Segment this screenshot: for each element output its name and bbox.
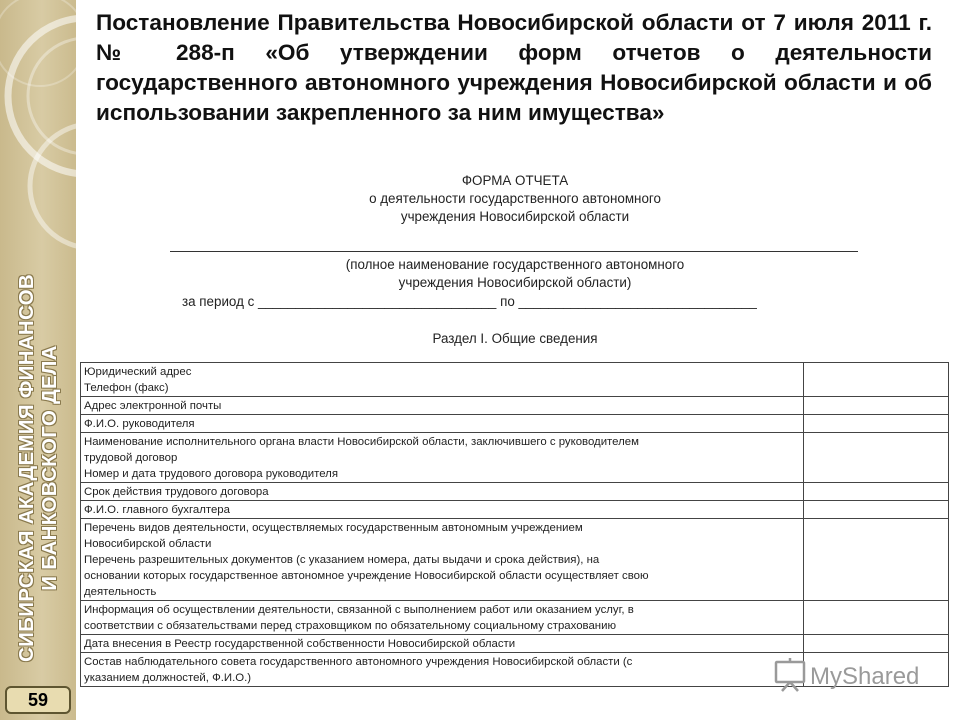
row-label-cell [81,397,804,415]
sidebar [0,0,76,720]
row-label-line: трудовой договор [84,452,178,464]
slide-title: Постановление Правительства Новосибирской области от 7 июля 2011 г. № 288-п «Об утверждении форм отчетов о деятельности государственного автономного учреждения Новосибирской области и об использовании закрепленного за ним имущества» [96,10,932,125]
row-label-line: Номер и дата трудового договора руководителя [84,468,338,480]
name-blank-line [170,251,858,252]
row-label-line: Юридический адрес [84,366,192,378]
form-heading [170,172,860,226]
row-label-line: Дата внесения в Реестр государственной собственности Новосибирской области [84,638,516,650]
row-value-cell[interactable] [804,635,949,653]
row-value-cell[interactable] [804,483,949,501]
row-value-cell[interactable] [804,363,949,397]
name-caption-line: учреждения Новосибирской области) [398,275,632,290]
row-label-line: Ф.И.О. главного бухгалтера [84,504,230,516]
row-label-cell [81,363,804,397]
row-label-cell [81,483,804,501]
row-label-line: основании которых государственное автономное учреждение Новосибирской области осуществляет свою [84,570,649,582]
row-label-line: Новосибирской области [84,538,212,550]
row-label-line: Наименование исполнительного органа власти Новосибирской области, заключившего с руководителем [84,436,639,448]
row-label-line: указанием должностей, Ф.И.О.) [84,672,252,684]
page-number-badge: 59 [5,686,71,714]
section-title: Раздел I. Общие сведения [432,331,598,346]
form-heading-line: ФОРМА ОТЧЕТА [461,173,569,188]
row-label-line: деятельность [84,586,157,598]
presentation-board-icon [776,658,804,691]
table-row [81,635,949,653]
row-label-cell [81,519,804,601]
general-info-table [80,362,949,687]
row-label-cell [81,653,804,687]
table-row [81,501,949,519]
table-row [81,483,949,501]
table-row [81,601,949,635]
row-label-line: Состав наблюдательного совета государственного автономного учреждения Новосибирской области (с [84,656,633,668]
row-value-cell[interactable] [804,433,949,483]
row-label-line: Перечень видов деятельности, осуществляемых государственным автономным учреждением [84,522,583,534]
row-label-line: Информация об осуществлении деятельности, связанной с выполнением работ или оказанием услуг, в [84,604,634,616]
row-label-cell [81,635,804,653]
watermark-text: MyShared [810,663,920,690]
row-label-cell [81,415,804,433]
row-label-line: Телефон (факс) [84,382,169,394]
name-caption [170,256,860,292]
table-row [81,433,949,483]
row-value-cell[interactable] [804,519,949,601]
row-label-cell [81,433,804,483]
row-label-cell [81,501,804,519]
organization-name-line2: И БАНКОВСКОГО ДЕЛА [38,345,61,591]
decorative-circles [0,0,76,260]
row-label-line: Перечень разрешительных документов (с указанием номера, даты выдачи и срока действия), на [84,554,600,566]
table-row [81,397,949,415]
row-label-line: соответствии с обязательствами перед страховщиком по обязательному социальному страхованию [84,620,616,632]
row-value-cell[interactable] [804,415,949,433]
row-value-cell[interactable] [804,501,949,519]
table-row [81,415,949,433]
form-heading-line: о деятельности государственного автономного [369,191,661,206]
name-caption-line: (полное наименование государственного автономного [345,257,685,272]
form-heading-line: учреждения Новосибирской области [400,209,630,224]
row-label-line: Ф.И.О. руководителя [84,418,195,430]
row-label-cell [81,601,804,635]
table-row [81,363,949,397]
organization-name-line1: СИБИРСКАЯ АКАДЕМИЯ ФИНАНСОВ [15,274,38,662]
watermark [772,656,952,694]
period-line: за период с ________________________________ по ________________________________ [182,294,757,309]
row-value-cell[interactable] [804,397,949,415]
row-label-line: Адрес электронной почты [84,400,222,412]
table-row [81,519,949,601]
row-label-line: Срок действия трудового договора [84,486,269,498]
organization-name [15,274,61,662]
row-value-cell[interactable] [804,601,949,635]
